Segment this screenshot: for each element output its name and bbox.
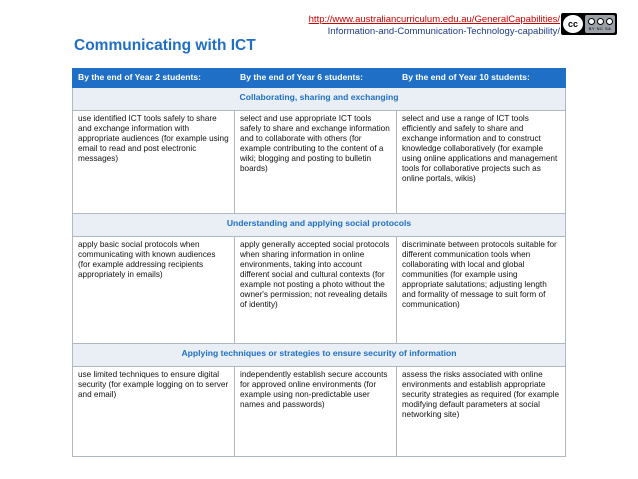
table-cell: independently establish secure accounts for approved online environments (for example using non-predictable user names and passwords) bbox=[235, 367, 397, 457]
table-cell: apply basic social protocols when communicating with known audiences (for example addressing recipients appropriately in emails) bbox=[73, 237, 235, 344]
sa-icon bbox=[606, 18, 613, 25]
section-heading: Collaborating, sharing and exchanging bbox=[73, 88, 566, 111]
table-row bbox=[73, 367, 566, 457]
header-row bbox=[73, 69, 566, 88]
table-cell: assess the risks associated with online environments and establish appropriate security strategies as required (for example modifying default parameters at social networking site) bbox=[397, 367, 566, 457]
header-year6: By the end of Year 6 students: bbox=[235, 69, 397, 88]
cc-logo-icon: cc bbox=[563, 15, 583, 33]
table-row bbox=[73, 111, 566, 214]
section-heading: Understanding and applying social protocols bbox=[73, 214, 566, 237]
table-row bbox=[73, 237, 566, 344]
header-year10: By the end of Year 10 students: bbox=[397, 69, 566, 88]
section-heading-row bbox=[73, 214, 566, 237]
table-cell: apply generally accepted social protocols when sharing information in online environments, taking into account different social and cultural contexts (for example not posting a photo without the owner's permission; not revealing details of identity) bbox=[235, 237, 397, 344]
source-url-line1[interactable]: http://www.australiancurriculum.edu.au/GeneralCapabilities/ bbox=[308, 14, 560, 25]
source-url-line2[interactable]: Information-and-Communication-Technology-capability/ bbox=[327, 26, 560, 37]
section-heading-row bbox=[73, 344, 566, 367]
table-cell: use identified ICT tools safely to share and exchange information with appropriate audiences (for example using email to read and post electronic messages) bbox=[73, 111, 235, 214]
license-tags: BY NC SA bbox=[588, 25, 612, 31]
table-cell: use limited techniques to ensure digital security (for example logging on to server and email) bbox=[73, 367, 235, 457]
table-cell: discriminate between protocols suitable for different communication tools when collaborating with local and global communities (for example using appropriate salutations; adjusting length and formality of message to suit form of communication) bbox=[397, 237, 566, 344]
table-cell: select and use a range of ICT tools efficiently and safely to share and exchange information and to construct knowledge collaboratively (for example using online applications and management tools for collaborative projects such as online portals, wikis) bbox=[397, 111, 566, 214]
license-terms bbox=[585, 15, 615, 33]
page-title: Communicating with ICT bbox=[74, 37, 256, 54]
header-year2: By the end of Year 2 students: bbox=[73, 69, 235, 88]
by-icon bbox=[588, 18, 595, 25]
section-heading-row bbox=[73, 88, 566, 111]
nc-icon bbox=[597, 18, 604, 25]
creative-commons-badge bbox=[561, 13, 617, 35]
capability-table bbox=[72, 68, 566, 457]
section-heading: Applying techniques or strategies to ensure security of information bbox=[73, 344, 566, 367]
table-cell: select and use appropriate ICT tools safely to share and exchange information and to collaborate with others (for example contributing to the content of a wiki; blogging and posting to bulletin boards) bbox=[235, 111, 397, 214]
